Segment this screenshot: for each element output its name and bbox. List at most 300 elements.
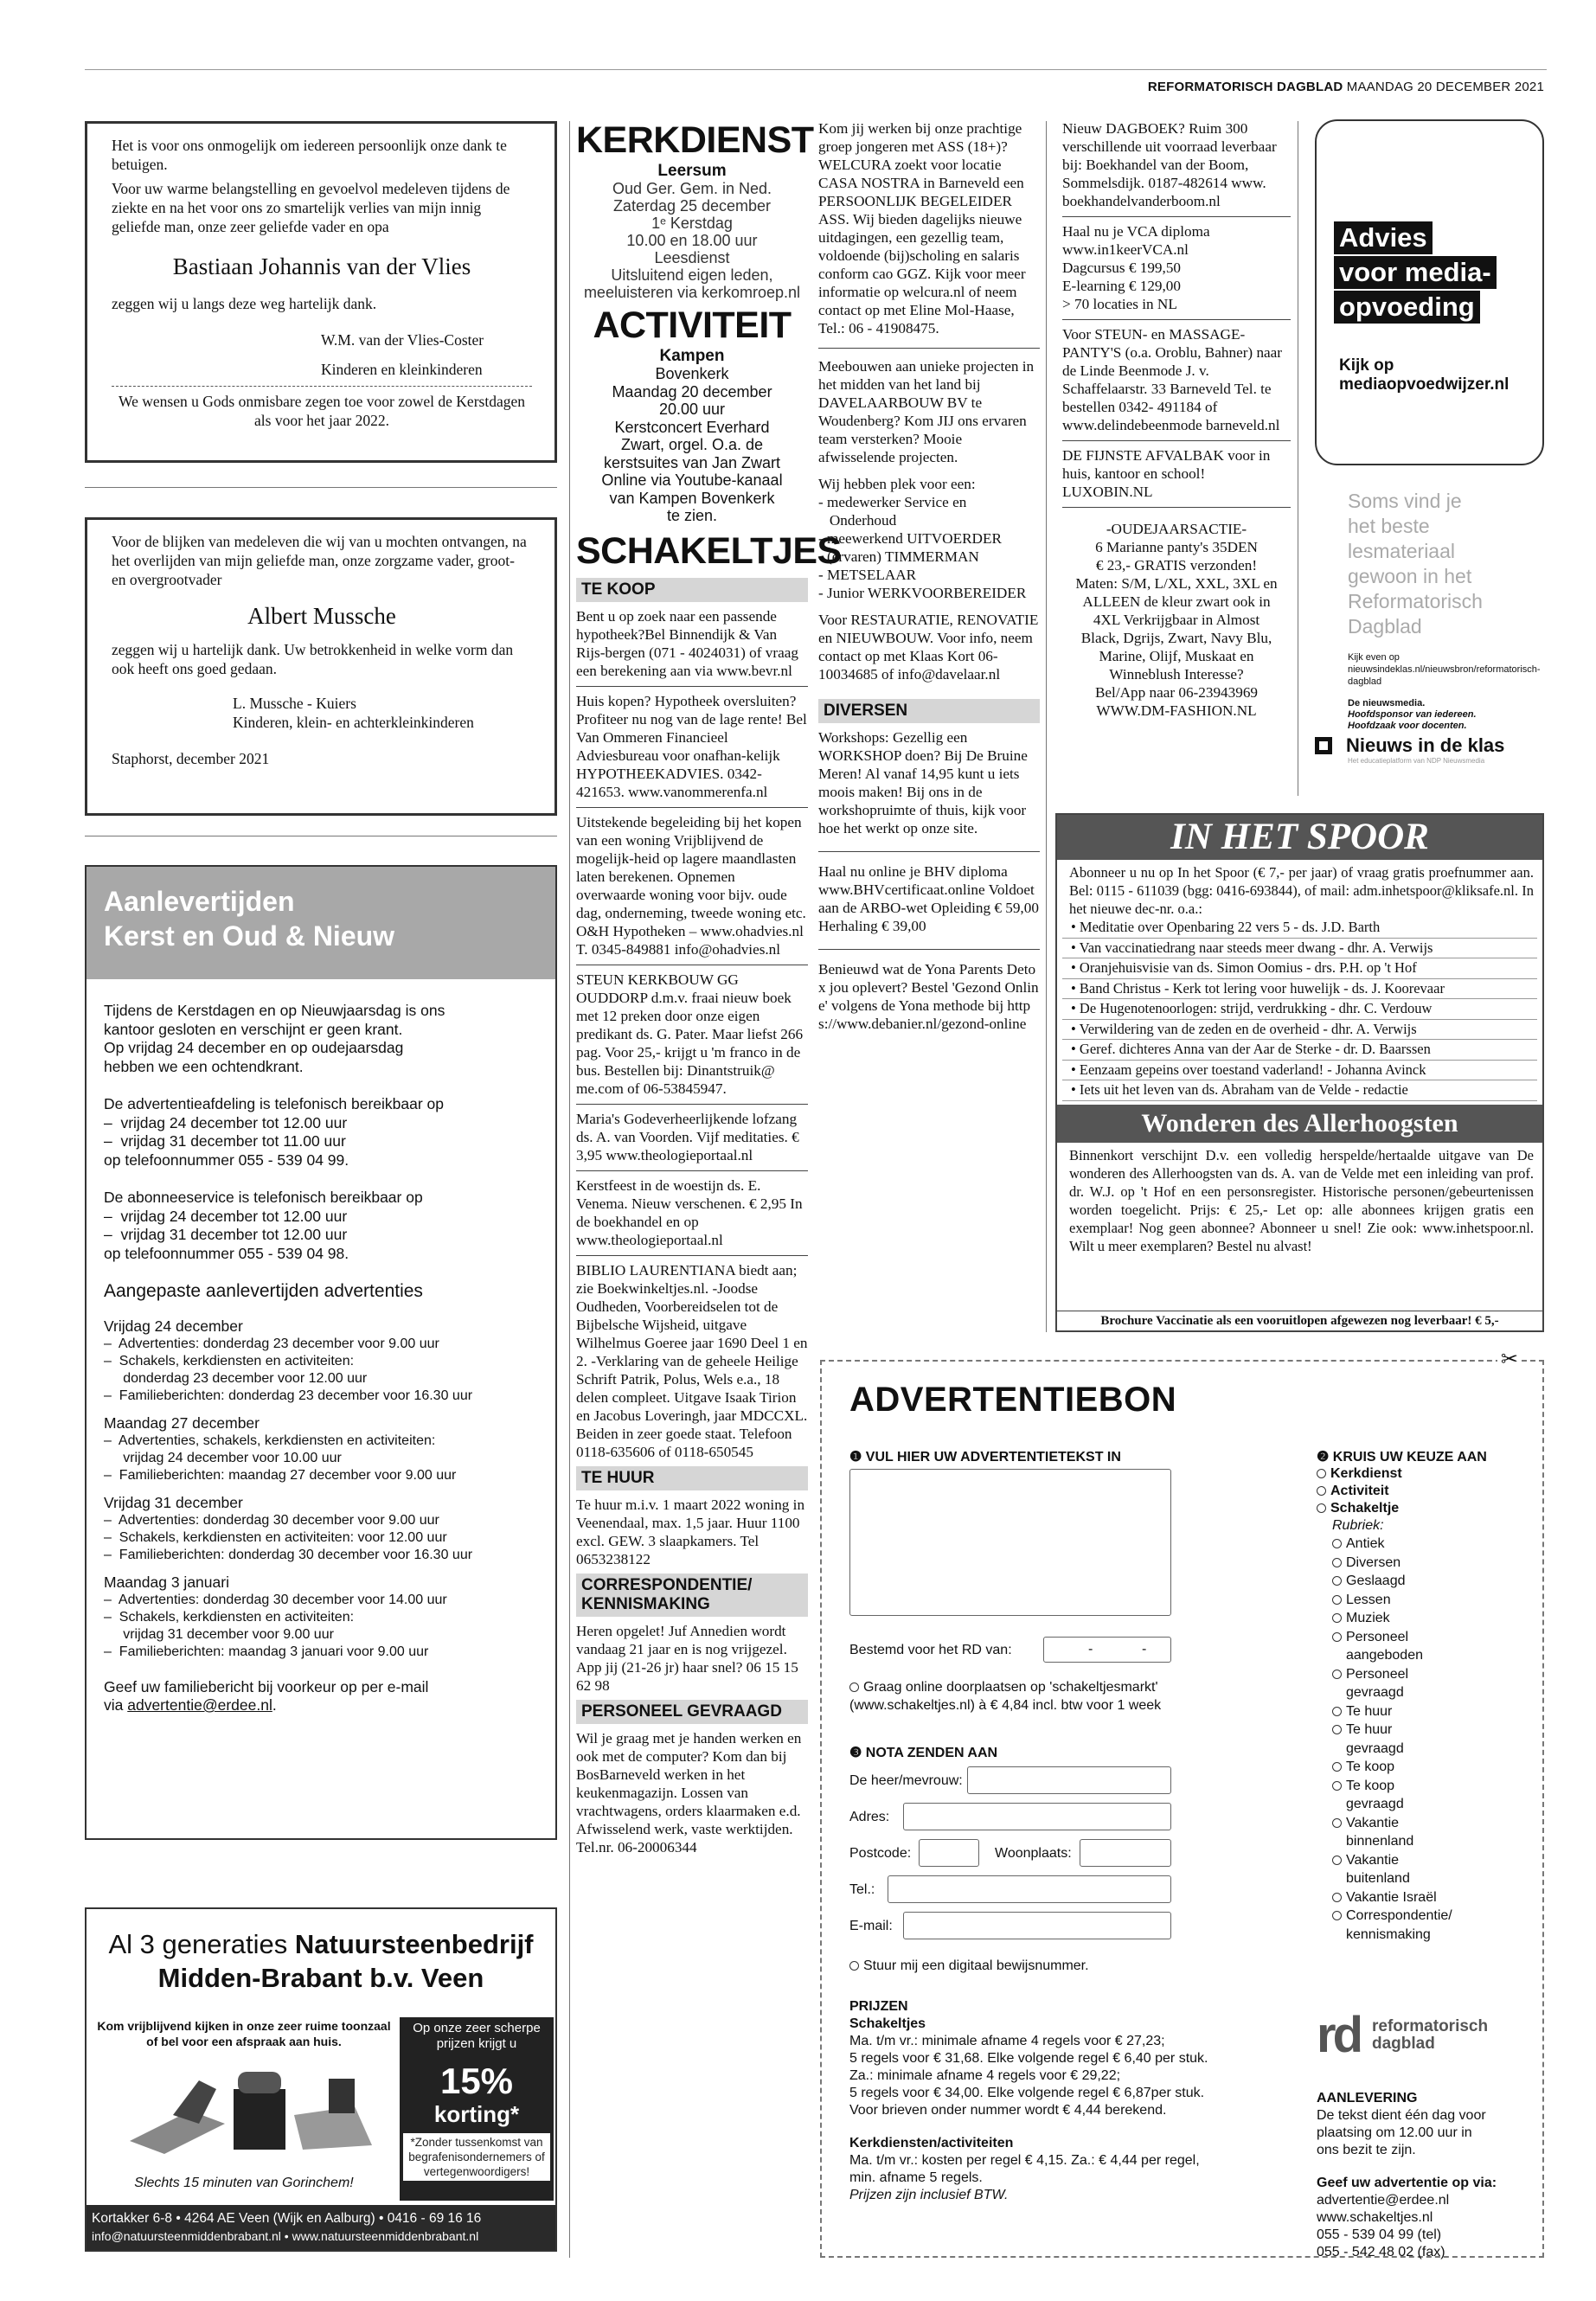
davelaar-item: - METSELAAR — [818, 567, 917, 583]
signature: W.M. van der Vlies-Coster — [321, 331, 484, 349]
promo-head: Op onze zeer scherpe prijzen krijgt u — [413, 2021, 541, 2051]
postcode-label: Postcode: — [849, 1846, 912, 1861]
brochure-bar — [1057, 1311, 1542, 1330]
nieuws-logo-icon — [1315, 737, 1332, 754]
rd-logo — [1317, 2007, 1489, 2063]
ad-separator — [576, 1104, 808, 1105]
radio-icon[interactable] — [1332, 1893, 1342, 1902]
prices-subtitle: Kerkdiensten/activiteiten — [849, 2136, 1014, 2150]
day-line: vrijdag 24 december voor 10.00 uur — [104, 1450, 342, 1465]
rubriek-option[interactable] — [1332, 1777, 1453, 1814]
text-line: Tijdens de Kerstdagen en op Nieuwjaarsdag is ons — [104, 1002, 445, 1019]
oudejaars-line: Maten: S/M, L/XL, XXL, 3XL en — [1075, 575, 1278, 592]
te-koop-ads — [576, 607, 808, 1461]
day-line: donderdag 23 december voor 12.00 uur — [104, 1370, 368, 1386]
rubriek-option[interactable] — [1332, 1758, 1453, 1777]
media-label-line — [1334, 291, 1480, 324]
contact-line: 055 - 539 04 99 (tel) — [1317, 2227, 1442, 2242]
spoor-item: • Iets uit het leven van ds. Abraham van de Velde - redactie — [1062, 1080, 1537, 1101]
footer-line — [104, 1696, 540, 1715]
text-line: De advertentieafdeling is telefonisch bereikbaar op — [104, 1095, 445, 1112]
spoor-item: • Geref. dichteres Anna van der Aar de Sterke - dr. D. Baarssen — [1062, 1040, 1537, 1061]
te-huur-ad: Te huur m.i.v. 1 maart 2022 woning in Veenendaal, max. 1,5 jaar. Huur 1100 excl. GEW. 3 slaapkamers. Tel 0653238122 — [576, 1496, 805, 1567]
notice-text: Voor de blijken van medeleven die wij van u mochten ontvangen, na het overlijden van mijn geliefde man, onze zorgzame vader, groot- en overgrootvader — [112, 533, 527, 588]
text-line: kantoor gesloten en verschijnt er geen krant. — [104, 1020, 403, 1038]
activiteit-line: te zien. — [666, 507, 718, 524]
stone-footer — [87, 2205, 555, 2250]
stone-ad — [85, 1907, 557, 2252]
option-label: Te koop — [1346, 1759, 1395, 1774]
radio-icon[interactable] — [1332, 1856, 1342, 1865]
deadlines-body — [87, 979, 555, 1715]
activiteit-place: Kampen — [659, 347, 725, 365]
notice-text: Het is voor ons onmogelijk om iedereen persoonlijk onze dank te betuigen. — [112, 137, 507, 173]
personeel-ad: Wil je graag met je handen werken en ook met de computer? Kom dan bij BosBarneveld werken in het keukenmagazijn. Lossen van vrachtwagens, orders klaarmaken e.d. Afwisselend werk, vaste werktijden. Tel.nr. 06-20006344 — [576, 1729, 802, 1856]
day-line: – Schakels, kerkdiensten en activiteiten: voor 12.00 uur — [104, 1529, 447, 1545]
signature: Kinderen, klein- en achterkleinkinderen — [233, 714, 474, 731]
rubriek-option[interactable] — [1332, 1609, 1453, 1628]
price-line: Za.: minimale afname 4 regels voor € 29,22; — [849, 2068, 1121, 2083]
davelaar-list — [818, 493, 1040, 602]
schakeltje-ad: Maria's Godeverheerlijkende lofzang ds. A. van Voorden. Vijf meditaties. € 3,95 www.theologieportaal.nl — [576, 1110, 799, 1163]
activiteit-line: van Kampen Bovenkerk — [609, 489, 775, 507]
prices-subtitle: Schakeltjes — [849, 2016, 926, 2031]
name-label: De heer/mevrouw: — [849, 1773, 963, 1788]
proof-label: Stuur mij een digitaal bewijsnummer. — [863, 1958, 1089, 1973]
price-line: 5 regels voor € 31,68. Elke volgende regel € 6,40 per stuk. — [849, 2051, 1208, 2066]
col3 — [818, 119, 1040, 1033]
activiteit-line: Bovenkerk — [655, 365, 729, 382]
section-1-title: ❶ VUL HIER UW ADVERTENTIETEKST IN — [849, 1450, 1121, 1465]
kerkdienst-line: meeluisteren via kerkomroep.nl — [583, 284, 801, 301]
radio-icon[interactable] — [1332, 1762, 1342, 1772]
prices-lines — [849, 2152, 1265, 2187]
promo-note: *Zonder tussenkomst van begrafenisondernemers of vertegenwoordigers! — [408, 2136, 545, 2178]
spoor-item: • Band Christus - Kerk tot lering voor huwelijk - ds. J. Koorevaar — [1062, 979, 1537, 1000]
radio-icon[interactable] — [1332, 1670, 1342, 1679]
rubriek-option[interactable] — [1332, 1851, 1453, 1888]
oudejaars-line: Marine, Olijf, Muskaat en — [1099, 648, 1254, 664]
ad-separator — [818, 851, 1040, 852]
yona-ad: Benieuwd wat de Yona Parents Detox jou oplevert? Bestel 'Gezond Online' volgens de Yona methode bij https://www.debanier.nl/gezond-online — [818, 961, 1039, 1032]
day-line: – Familieberichten: maandag 3 januari voor 9.00 uur — [104, 1644, 429, 1659]
notice-mussche — [85, 517, 557, 816]
aanlevering-line: ons bezit te zijn. — [1317, 2143, 1416, 2157]
contact-lines — [1317, 2192, 1524, 2261]
ad-separator — [576, 686, 808, 687]
kerkdienst-line: Leesdienst — [654, 249, 730, 266]
radio-icon[interactable] — [1317, 1486, 1326, 1496]
activiteit-line: Maandag 20 december — [612, 382, 772, 401]
day-title: Maandag 3 januari — [104, 1573, 229, 1591]
oudejaars-ad — [1062, 538, 1291, 702]
rubrieken — [1332, 1535, 1524, 1944]
brochure-text: Brochure Vaccinatie als een vooruitlopen afgewezen nog leverbaar! € 5,- — [1100, 1314, 1499, 1328]
rubriek-option[interactable] — [1332, 1814, 1453, 1851]
spoor-item: • Eenzaam gepeins over toestand vaderland! - Johanna Avinck — [1062, 1061, 1537, 1081]
aanlevering-title: AANLEVERING — [1317, 2091, 1418, 2106]
rd-logo-mark: rd — [1317, 2007, 1360, 2063]
option-label: Diversen — [1346, 1554, 1401, 1570]
schakeltje-ad: BIBLIO LAURENTIANA biedt aan; zie Boekwinkeltjes.nl. -Joodse Oudheden, Voorbereidselen tot de Bijbelsche Wijsheid, uitgave Wilhelmus Goeree jaar 1690 Deel 1 en 2. -Verklaring van de geheele Heilige Schrift Patrik, Polus, Wels e.a., 18 delen compleet. Uitgave Isaak Tirion en Jacobus Loveringh, jaar MDCCXL. Beiden in zeer goede staat. Telefoon 0118-635606 of 0118-650545 — [576, 1261, 808, 1460]
price-line: min. afname 5 regels. — [849, 2170, 983, 2185]
choice-option[interactable] — [1317, 1500, 1524, 1517]
media-cta: Kijk op — [1339, 356, 1394, 375]
city-label: Woonplaats: — [995, 1846, 1072, 1861]
media-label: opvoeding — [1339, 292, 1475, 322]
date-separator: - — [1142, 1642, 1147, 1657]
oudejaars-line: ALLEEN de kleur zwart ook in — [1082, 593, 1271, 610]
rubriek-option[interactable] — [1332, 1591, 1453, 1610]
aanlevering-block — [1317, 2090, 1524, 2261]
davelaar-intro: Wij hebben plek voor een: — [818, 476, 976, 492]
header-rule — [85, 69, 1547, 70]
ad-separator — [1062, 319, 1291, 320]
day-line: vrijdag 31 december voor 9.00 uur — [104, 1626, 334, 1642]
footer-text: . — [272, 1696, 277, 1714]
text-line: – vrijdag 31 december tot 11.00 uur — [104, 1132, 346, 1150]
nieuws-brand — [1315, 734, 1544, 757]
rubriek-option[interactable] — [1332, 1535, 1453, 1554]
davelaar-item: Onderhoud — [818, 512, 897, 529]
option-label: Geslaagd — [1346, 1574, 1406, 1588]
kerkdienst-title: KERKDIENST — [576, 119, 814, 161]
deadlines-banner — [87, 867, 555, 979]
option-label: Vakantie Israël — [1346, 1889, 1437, 1905]
text-line: – vrijdag 24 december tot 12.00 uur — [104, 1207, 348, 1225]
oudejaars-web: WWW.DM-FASHION.NL — [1096, 702, 1257, 719]
rubriek-option[interactable] — [1332, 1554, 1453, 1573]
dagboek-ad: Nieuw DAGBOEK? Ruim 300 verschillende uit voorraad leverbaar bij: Boekhandel van der Boom, Sommelsdijk. 0187-482614 www. boekhandelvanderboom.nl — [1062, 120, 1277, 209]
option-label: Kerkdienst — [1330, 1466, 1402, 1481]
contact-line: www.schakeltjes.nl — [1317, 2210, 1433, 2225]
kerkdienst-line: 1ᵉ Kerstdag — [651, 215, 733, 232]
rubriek-option[interactable] — [1332, 1907, 1453, 1944]
address-input[interactable] — [903, 1803, 1171, 1830]
ad-separator — [1062, 440, 1291, 441]
option-label: Personeel aangeboden — [1346, 1629, 1423, 1663]
oudejaars-line: Black, Dgrijs, Zwart, Navy Blu, — [1080, 630, 1272, 646]
radio-icon[interactable] — [1332, 1818, 1342, 1828]
text-line: – vrijdag 31 december tot 12.00 uur — [104, 1226, 348, 1243]
media-ad — [1315, 119, 1544, 465]
gray-line: Soms vind je — [1348, 490, 1462, 512]
price-line: 5 regels voor € 34,00. Elke volgende regel € 6,87per stuk. — [849, 2086, 1205, 2100]
ad-separator — [1062, 507, 1291, 508]
activiteit-line: Online via Youtube-kanaal — [601, 471, 783, 489]
category-correspondentie: CORRESPONDENTIE/ KENNISMAKING — [576, 1574, 808, 1617]
wonder-text: Binnenkort verschijnt D.v. een volledig herspelde/hertaalde uitgave van De wonderen des Allerhoogsten van ds. A. van de Velde met een inleiding van prof. dr. W.J. op 't Hof en een personsregister. Historische personen/gebeurtenissen worden toegelicht. Prijs: € 25,- Let op: alle abonnees krijgen gratis een exemplaar! Nog geen abonnee? Abonneer u snel! Zie ook: www.inhetspoor.nl. Wilt u meer exemplaren? Bestel nu alvast! — [1069, 1146, 1534, 1254]
day-title: Vrijdag 24 december — [104, 1317, 243, 1335]
footer-text: Geef uw familiebericht bij voorkeur op per e-mail — [104, 1677, 429, 1695]
radio-icon[interactable] — [1332, 1613, 1342, 1623]
gravestones-image — [121, 2063, 381, 2158]
stone-title2: Midden-Brabant b.v. Veen — [157, 1963, 484, 1993]
in-het-spoor-ad — [1055, 813, 1544, 1332]
schakeltje-ad: Huis kopen? Hypotheek oversluiten? Profiteer nu nog van de lage rente! Bel Van Ommeren Financieel Adviesbureau voor onafhan-kelijk HYPOTHEEKADVIES. 0342-421653. www.vanommerenfa.nl — [576, 692, 807, 800]
oudejaars-line: Winneblush Interesse? — [1109, 666, 1244, 683]
radio-icon[interactable] — [1332, 1911, 1342, 1920]
stone-title — [87, 1928, 555, 1961]
postcode-input[interactable] — [919, 1839, 979, 1867]
category-personeel: PERSONEEL GEVRAAGD — [576, 1700, 808, 1724]
radio-icon[interactable] — [1332, 1781, 1342, 1791]
radio-icon[interactable] — [1332, 1707, 1342, 1716]
column-rule — [1046, 121, 1047, 1332]
day-title: Maandag 27 december — [104, 1413, 260, 1432]
vca-line: Dagcursus € 199,50 — [1062, 260, 1182, 276]
page-header: REFORMATORISCH DAGBLAD MAANDAG 20 DECEMBER 2021 — [1147, 80, 1544, 94]
radio-icon[interactable] — [1332, 1595, 1342, 1605]
radio-icon[interactable] — [1332, 1558, 1342, 1567]
rubriek-option[interactable] — [1332, 1665, 1453, 1702]
radio-icon[interactable] — [1332, 1576, 1342, 1586]
deadlines-footer — [104, 1678, 540, 1715]
notice-text: Voor uw warme belangstelling en gevoelvol medeleven tijdens de ziekte en na het voor ons zo smartelijk verlies van mijn innig geliefde man, onze zeer geliefde vader en opa — [112, 180, 510, 235]
media-label-line — [1334, 221, 1433, 254]
promo-percentage: 15% — [439, 2061, 514, 2101]
radio-icon[interactable] — [1332, 1539, 1342, 1548]
bestemd-label: Bestemd voor het RD van: — [849, 1643, 1012, 1657]
signature: L. Mussche - Kuiers — [233, 695, 356, 712]
rd-logo-line: reformatorisch — [1372, 2017, 1489, 2035]
category-te-koop: TE KOOP — [576, 578, 808, 602]
online-label: (www.schakeltjes.nl) à € 4,84 incl. btw voor 1 week — [849, 1698, 1162, 1713]
deadlines-box — [85, 865, 557, 1840]
name-input[interactable] — [967, 1766, 1171, 1794]
media-label-line — [1334, 256, 1497, 289]
vca-line: > 70 locaties in NL — [1062, 296, 1177, 312]
correspondentie-ad: Heren opgelet! Juf Annedien wordt vandaag 21 jaar en is nog vrijgezel. App jij (21-26 jr) haar snel? 06 15 15 62 98 — [576, 1622, 798, 1694]
kerkdienst-line: Uitsluitend eigen leden, — [611, 266, 773, 284]
dashed-divider — [112, 386, 532, 387]
online-option[interactable] — [849, 1678, 1161, 1715]
stone-invite: Kom vrijblijvend kijken in onze zeer ruime toonzaal of bel voor een afspraak aan huis. — [97, 2019, 391, 2048]
contact-line: advertentie@erdee.nl — [1317, 2193, 1450, 2208]
vca-ad — [1062, 222, 1291, 313]
geef-title: Geef uw advertentie op via: — [1317, 2176, 1497, 2190]
column-rule — [569, 121, 570, 2258]
deceased-name: Albert Mussche — [247, 603, 396, 629]
rubriek-label: Rubriek: — [1332, 1518, 1384, 1533]
text-line: Op vrijdag 24 december en op oudejaarsdag — [104, 1039, 404, 1056]
text-line: – vrijdag 24 december tot 12.00 uur — [104, 1113, 348, 1131]
nieuws-in-de-klas-ad — [1315, 489, 1544, 765]
rubriek-option[interactable] — [1332, 1628, 1453, 1665]
activiteit-line: 20.00 uur — [658, 401, 726, 418]
stone-address: Kortakker 6-8 • 4264 AE Veen (Wijk en Aalburg) • 0416 - 69 16 16 — [92, 2211, 482, 2226]
phone-input[interactable] — [888, 1875, 1171, 1903]
davelaar-item: - medewerker Service en — [818, 494, 967, 510]
radio-icon[interactable] — [1332, 1725, 1342, 1734]
aanlevering-line: De tekst dient één dag voor — [1317, 2108, 1486, 2123]
rubriek-option[interactable] — [1332, 1702, 1453, 1721]
sponsor-line: De nieuwsmedia. — [1348, 698, 1426, 708]
gray-line: Dagblad — [1348, 615, 1422, 638]
promo-note-box — [403, 2133, 550, 2181]
radio-icon[interactable] — [1332, 1632, 1342, 1642]
nieuws-sponsor — [1348, 698, 1544, 732]
sponsor-line: Hoofdzaak voor docenten. — [1348, 721, 1467, 731]
option-label: Te huur — [1346, 1703, 1393, 1719]
davelaar-item: - meewerkend UITVOERDER — [818, 530, 1002, 547]
category-te-huur: TE HUUR — [576, 1466, 808, 1490]
steun-ad: Voor STEUN- en MASSAGE-PANTY'S (o.a. Oroblu, Bahner) naar de Linde Beenmode J. v. Schaffelaarstr. 33 Barneveld Tel. te bestellen 0342- 491184 of www.delindebeenmode barneveld.nl — [1062, 326, 1283, 433]
prices-block — [849, 1998, 1265, 2204]
prices-title: PRIJZEN — [849, 1999, 908, 2014]
email-label: E-mail: — [849, 1919, 893, 1933]
choice-block — [1317, 1448, 1524, 1944]
oudejaars-title: -OUDEJAARSACTIE- — [1106, 521, 1247, 537]
kerkdienst-line: Oud Ger. Gem. in Ned. — [612, 180, 772, 197]
oudejaars-line: Bel/App naar 06-23943969 — [1094, 684, 1259, 701]
spoor-items — [1057, 918, 1542, 1101]
price-line: Voor brieven onder nummer wordt € 4,44 berekend. — [849, 2103, 1167, 2118]
option-label: Personeel gevraagd — [1346, 1666, 1409, 1700]
section-3-title: ❸ NOTA ZENDEN AAN — [849, 1746, 998, 1760]
deadlines-subtitle: Aangepaste aanlevertijden advertenties — [104, 1281, 423, 1301]
day-line: – Familieberichten: donderdag 30 december voor 16.30 uur — [104, 1547, 473, 1562]
stone-title-part: Natuursteenbedrijf — [294, 1929, 534, 1959]
schakeltjes-title: SCHAKELTJES — [576, 529, 842, 572]
text-line: op telefoonnummer 055 - 539 04 99. — [104, 1150, 349, 1169]
rule — [85, 487, 557, 488]
davelaar-item: - (ervaren) TIMMERMAN — [818, 548, 979, 565]
rubriek-option[interactable] — [1332, 1572, 1453, 1591]
day-line: – Schakels, kerkdiensten en activiteiten: — [104, 1609, 355, 1625]
proof-option[interactable] — [849, 1958, 1089, 1974]
kerkdienst-place: Leersum — [657, 162, 727, 180]
rd-logo-text — [1372, 2018, 1488, 2053]
ad-separator — [1062, 216, 1291, 217]
schakeltje-ad: Bent u op zoek naar een passende hypotheek?Bel Binnendijk & Van Rijs-bergen (071 - 4024031) of vraag een berekening aan via www.bevr.nl — [576, 607, 798, 679]
city-input[interactable] — [1080, 1839, 1171, 1867]
davelaar-contact: Voor RESTAURATIE, RENOVATIE en NIEUWBOUW. Voor info, neem contact op met Klaas Kort 06-10034685 of info@davelaar.nl — [818, 612, 1039, 683]
choices — [1317, 1465, 1524, 1517]
option-label: Vakantie buitenland — [1346, 1852, 1410, 1886]
activiteit-line: kerstsuites van Jan Zwart — [603, 453, 781, 471]
ad-separator — [576, 807, 808, 808]
sponsor-line: Hoofdsponsor van iedereen. — [1348, 709, 1477, 720]
rubriek-option[interactable] — [1332, 1888, 1453, 1907]
deadlines-title: Kerst en Oud & Nieuw — [104, 920, 395, 952]
ad-separator — [818, 348, 1040, 349]
option-label: Vakantie binnenland — [1346, 1815, 1414, 1849]
brand-name: Nieuws in de klas — [1346, 734, 1505, 756]
advertentiebon — [820, 1349, 1544, 2259]
afval-ad: DE FIJNSTE AFVALBAK voor in huis, kantoor en school! LUXOBIN.NL — [1062, 447, 1271, 500]
gray-line: gewoon in het — [1348, 565, 1472, 587]
wonder-title: Wonderen des Allerhoogsten — [1141, 1108, 1458, 1138]
wonder-banner — [1057, 1105, 1542, 1143]
aanlevering-lines — [1317, 2107, 1524, 2159]
text-line: op telefoonnummer 055 - 539 04 98. — [104, 1244, 349, 1262]
gray-line: Reformatorisch — [1348, 590, 1483, 612]
prices-lines — [849, 2033, 1265, 2119]
oudejaars-line: € 23,- GRATIS verzonden! — [1095, 557, 1258, 574]
media-url[interactable]: mediaopvoedwijzer.nl — [1339, 375, 1509, 394]
radio-icon[interactable] — [849, 1961, 859, 1971]
activiteit-line: Kerstconcert Everhard — [614, 418, 770, 436]
notice-wish: We wensen u Gods onmisbare zegen toe voor zowel de Kerstdagen als voor het jaar 2022. — [119, 393, 525, 429]
prices-btw: Prijzen zijn inclusief BTW. — [849, 2188, 1009, 2202]
footer-text: via — [104, 1696, 128, 1714]
day-line: – Advertenties, schakels, kerkdiensten en activiteiten: — [104, 1433, 436, 1448]
date-separator: - — [1088, 1642, 1093, 1657]
activiteit-title: ACTIVITEIT — [593, 304, 792, 346]
radio-icon[interactable] — [849, 1682, 859, 1692]
signature: Kinderen en kleinkinderen — [321, 361, 483, 378]
email-input[interactable] — [903, 1912, 1171, 1939]
spoor-item: • Meditatie over Openbaring 22 vers 5 - ds. J.D. Barth — [1062, 918, 1537, 939]
media-label: Advies — [1339, 222, 1427, 253]
day-line: – Familieberichten: donderdag 23 december voor 16.30 uur — [104, 1388, 473, 1403]
spoor-item: • Oranjehuisvisie van ds. Simon Oomius - drs. P.H. op 't Hof — [1062, 958, 1537, 979]
notice-place: Staphorst, december 2021 — [112, 750, 270, 767]
radio-icon[interactable] — [1317, 1469, 1326, 1478]
date-input[interactable] — [1043, 1637, 1171, 1663]
gray-line: lesmateriaal — [1348, 540, 1455, 562]
spoor-intro: Abonneer u nu op In het Spoor (€ 7,- per jaar) of vraag gratis proefnummer aan. Bel: 0115 - 611039 (bgg: 0416-693844), of mail: adm.inhetspoor@kliksafe.nl. In het nieuwe dec-nr. o.a.: — [1069, 864, 1534, 917]
nieuws-gray-text — [1315, 489, 1544, 639]
price-line: Ma. t/m vr.: kosten per regel € 4,15. Za.: € 4,44 per regel, — [849, 2153, 1200, 2168]
deceased-name: Bastiaan Johannis van der Vlies — [172, 253, 471, 279]
activiteit-body — [576, 365, 808, 525]
davelaar-item: - Junior WERKVOORBEREIDER — [818, 585, 1027, 601]
vca-line: www.in1keerVCA.nl — [1062, 241, 1189, 258]
nieuws-kijk: Kijk even op nieuwsindeklas.nl/nieuwsbron/reformatorisch-dagblad — [1348, 652, 1541, 687]
schakeltje-ad: Uitstekende begeleiding bij het kopen van een woning Vrijblijvend de mogelijk-heid op lagere maandlasten laten berekenen. Opnemen overwaarde woning voor bijv. oude dag, onderneming, tweede woning etc. O&H Hypotheken – www.ohadvies.nl T. 0345-849881 info@ohadvies.nl — [576, 813, 806, 958]
option-label: Activiteit — [1330, 1484, 1389, 1498]
promo-word: korting* — [433, 2101, 520, 2127]
scissors-icon: ✂ — [1497, 1348, 1522, 1372]
option-label: Te koop gevraagd — [1346, 1778, 1404, 1811]
category-diversen: DIVERSEN — [818, 699, 1040, 723]
spoor-item: • De Hugenotenoorlogen: strijd, verdrukking - dhr. C. Verdouw — [1062, 999, 1537, 1020]
oudejaars-line: 6 Marianne panty's 35DEN — [1095, 539, 1258, 555]
rd-logo-line: dagblad — [1372, 2035, 1435, 2053]
spoor-banner — [1057, 815, 1542, 860]
vca-line: Haal nu je VCA diploma — [1062, 223, 1210, 240]
day-line: – Familieberichten: maandag 27 december voor 9.00 uur — [104, 1467, 457, 1483]
address-label: Adres: — [849, 1810, 890, 1824]
online-label: Graag online doorplaatsen op 'schakeltjesmarkt' — [863, 1680, 1158, 1695]
day-line: – Schakels, kerkdiensten en activiteiten: — [104, 1353, 355, 1368]
stone-title-part: Al 3 generaties — [108, 1929, 295, 1959]
option-label: Lessen — [1346, 1592, 1391, 1607]
kerkdienst-line: Zaterdag 25 december — [612, 197, 772, 215]
brand-sub: Het educatieplatform van NDP Nieuwsmedia — [1348, 757, 1485, 765]
text-line: De abonneeservice is telefonisch bereikbaar op — [104, 1189, 423, 1206]
ad-text-area[interactable] — [849, 1469, 1171, 1616]
stone-distance: Slechts 15 minuten van Gorinchem! — [134, 2176, 354, 2190]
schakeltje-ad: STEUN KERKBOUW GG OUDDORP d.m.v. fraai nieuw boek met 12 preken door onze eigen predikant ds. G. Pater. Maar liefst 266 pag. Voor 25,- krijgt u 'm franco in de bus. Bestellen bij: Dinantstruik@ me.com of 06-53845947. — [576, 971, 804, 1097]
choice-option[interactable] — [1317, 1483, 1524, 1500]
choice-option[interactable] — [1317, 1465, 1524, 1483]
contact-line: 055 - 542 48 02 (fax) — [1317, 2245, 1445, 2259]
oudejaars-line: 4XL Verkrijgbaar in Almost — [1093, 612, 1260, 628]
email-link[interactable]: advertentie@erdee.nl — [127, 1696, 272, 1714]
day-line: – Advertenties: donderdag 30 december voor 14.00 uur — [104, 1592, 447, 1607]
option-label: Correspondentie/ kennismaking — [1346, 1908, 1452, 1942]
gray-line: het beste — [1348, 515, 1430, 537]
rubriek-option[interactable] — [1332, 1721, 1453, 1758]
davelaar-ad: Meebouwen aan unieke projecten in het midden van het land bij DAVELAARBOUW BV te Woudenberg? Kom JIJ ons ervaren team versterken? Mooie afwisselende projecten. — [818, 358, 1035, 465]
welcura-ad: Kom jij werken bij onze prachtige groep jongeren met ASS (18+)? WELCURA zoekt voor locatie CASA NOSTRA in Barneveld een PERSOONLIJK BEGELEIDER ASS. Wij bieden dagelijks nieuwe uitdagingen, een gezellig team, voldoende (bij)scholing en salaris conform cao GGZ. Kijk voor meer informatie op welcura.nl of neem contact op met Eline Mol-Haase, Tel.: 06 - 41908475. — [818, 120, 1026, 336]
notice-text: zeggen wij u hartelijk dank. Uw betrokkenheid in welke vorm dan ook heeft ons goed gedaan. — [112, 641, 514, 677]
radio-icon[interactable] — [1317, 1503, 1326, 1513]
deadlines-title: Aanlevertijden — [104, 886, 295, 917]
